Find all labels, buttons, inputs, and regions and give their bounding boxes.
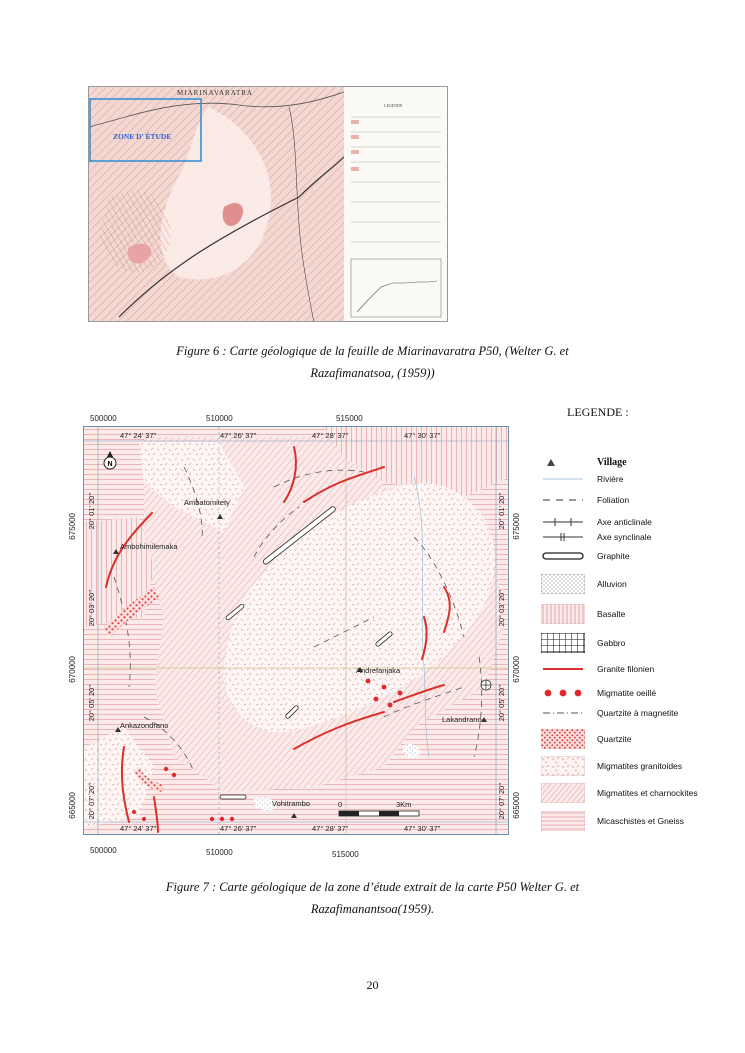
gabbro-swatch: [541, 633, 585, 653]
left-y-label: 665000: [68, 792, 77, 819]
right-lat-label: 20° 07' 20": [497, 783, 506, 820]
legend-label: Alluvion: [597, 579, 627, 589]
top-lon-label: 47° 28' 37": [312, 431, 349, 440]
legend-label: Migmatites et charnockites: [597, 788, 698, 798]
right-y-label: 665000: [512, 792, 521, 819]
right-lat-label: 20° 03' 20": [497, 590, 506, 627]
figure-6-map-image: [88, 86, 448, 322]
bottom-lon-label: 47° 28' 37": [312, 824, 349, 833]
place-ambatomitety: Ambatomitety: [184, 498, 230, 507]
bottom-x-label: 510000: [206, 848, 233, 857]
figure-6-caption-line1: Figure 6 : Carte géologique de la feuille de Miarinavaratra P50, (Welter G. et: [176, 344, 569, 358]
north-arrow-icon: N: [107, 461, 113, 468]
legend-item-riviere: [541, 468, 623, 490]
legend-label: Micaschistes et Gneiss: [597, 816, 684, 826]
figure-7-caption-line1: Figure 7 : Carte géologique de la zone d’étude extrait de la carte P50 Welter G. et: [165, 880, 580, 894]
scale-km-label: 3Km: [396, 800, 412, 809]
legend-label: Migmatites granitoides: [597, 761, 683, 771]
right-lat-label: 20° 01' 20": [497, 493, 506, 530]
legend-label: Granite filonien: [597, 664, 655, 674]
right-y-label: 670000: [512, 656, 521, 683]
bottom-lon-label: 47° 24' 37": [120, 824, 157, 833]
legend-label: Axe synclinale: [597, 532, 652, 542]
scale-bar: [339, 811, 419, 816]
left-y-label: 670000: [68, 656, 77, 683]
fig6-map-title: MIARINAVARATRA: [177, 89, 253, 97]
legend-item-granite-filonien: [541, 658, 654, 680]
place-andrefanjaka: Andrefanjaka: [356, 666, 401, 675]
place-vohitrambo: Vohitrambo: [272, 799, 310, 808]
legend-label: Quartzite: [597, 734, 632, 744]
left-lat-label: 20° 05' 20": [87, 685, 96, 722]
basalte-swatch: [541, 604, 585, 624]
graphite-icon: [541, 546, 585, 566]
bottom-lon-label: 47° 30' 37": [404, 824, 441, 833]
legend-item-quartzite: [541, 728, 632, 750]
bottom-x-label: 515000: [332, 850, 359, 859]
left-y-label: 675000: [68, 513, 77, 540]
legend-label: Basalte: [597, 609, 626, 619]
legend-label: Axe anticlinale: [597, 517, 652, 527]
legend-title: LEGENDE :: [567, 405, 629, 419]
figure-7-caption-line2: Razafimanantsoa(1959).: [310, 902, 435, 916]
migmatite-granitoide-swatch: [541, 756, 585, 776]
fig6-legend-header: LEGENDE: [384, 103, 403, 108]
river-line-icon: [541, 469, 585, 489]
foliation-icon: [541, 490, 585, 510]
right-y-label: 675000: [512, 513, 521, 540]
top-x-label: 500000: [90, 414, 117, 423]
figure-6-caption: [0, 340, 745, 384]
figure-6-caption-line2: Razafimanatsoa, (1959)): [310, 366, 435, 380]
right-lat-label: 20° 05' 20": [497, 685, 506, 722]
left-lat-label: 20° 01' 20": [87, 493, 96, 530]
legend-label: Quartzite à magnetite: [597, 708, 679, 718]
bottom-x-label: 500000: [90, 846, 117, 855]
scale-zero-label: 0: [338, 800, 343, 809]
place-ankazondrano: Ankazondrano: [120, 721, 169, 730]
quartzite-swatch: [541, 729, 585, 749]
legend-label: Migmatite oeillé: [597, 688, 657, 698]
top-x-label: 510000: [206, 414, 233, 423]
legend-item-migmatites-granitoides: [541, 755, 682, 777]
legend-label: Rivière: [597, 474, 624, 484]
top-lon-label: 47° 26' 37": [220, 431, 257, 440]
legend-item-basalte: [541, 603, 625, 625]
syncline-icon: [541, 527, 585, 547]
legend-item-migmatites-charnockites: [541, 782, 698, 804]
top-lon-label: 47° 30' 37": [404, 431, 441, 440]
legend-item-alluvion: [541, 573, 627, 595]
top-lon-label: 47° 24' 37": [120, 431, 157, 440]
place-ambohimilemaka: Ambohimilemaka: [120, 542, 178, 551]
page-number: 20: [366, 978, 379, 992]
left-lat-label: 20° 03' 20": [87, 590, 96, 627]
legend-item-graphite: [541, 545, 630, 567]
migmatite-charnockite-swatch: [541, 783, 585, 803]
bottom-lon-label: 47° 26' 37": [220, 824, 257, 833]
quartzite-magnetite-icon: [541, 703, 585, 723]
figure-7-geological-map: [83, 426, 509, 835]
legend-item-micaschistes-gneiss: [541, 810, 684, 832]
figure-7-caption: [0, 876, 745, 920]
zone-etude-label: ZONE D' ÉTUDE: [113, 132, 172, 141]
granite-line-icon: [541, 659, 585, 679]
legend-label: Village: [597, 456, 627, 468]
alluvion-swatch: [541, 574, 585, 594]
place-lakandrano: Lakandrano: [442, 715, 482, 724]
legend-label: Graphite: [597, 551, 630, 561]
legend-item-quartzite-magnetite: [541, 702, 678, 724]
legend-item-migmatite-oeille: [541, 682, 656, 704]
micaschiste-swatch: [541, 811, 585, 831]
legend-item-gabbro: [541, 632, 625, 654]
legend-label: Foliation: [597, 495, 630, 505]
top-x-label: 515000: [336, 414, 363, 423]
legend-item-foliation: [541, 489, 629, 511]
left-lat-label: 20° 07' 20": [87, 783, 96, 820]
migmatite-dots-icon: [541, 683, 585, 703]
legend-label: Gabbro: [597, 638, 626, 648]
